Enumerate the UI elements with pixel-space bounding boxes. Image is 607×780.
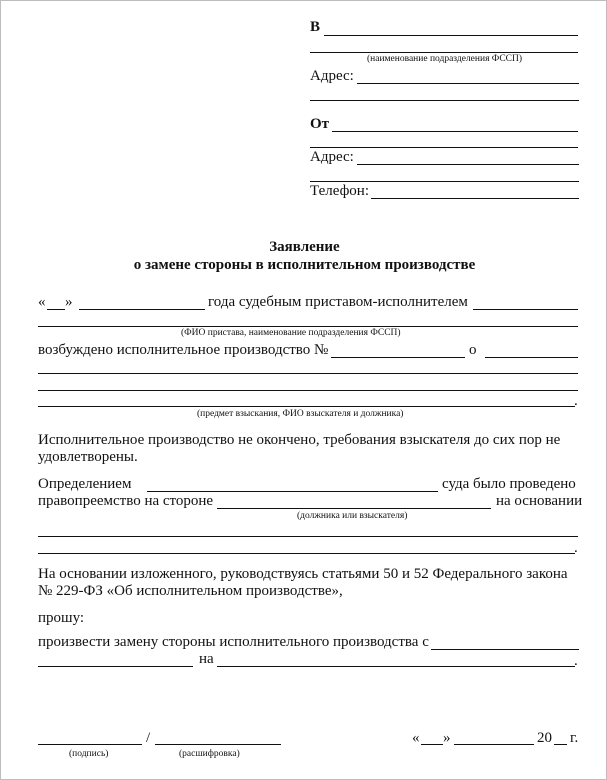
- p4-line2: № 229-ФЗ «Об исполнительном производстве»,: [38, 583, 343, 599]
- p3-end-dot: .: [574, 540, 578, 556]
- footer-year-prefix: 20: [537, 730, 552, 746]
- decode-caption: (расшифровка): [179, 749, 240, 759]
- p3-line1-a: Определением: [38, 476, 132, 492]
- phone-line: [371, 198, 579, 199]
- subject-line-3: [38, 390, 578, 391]
- subject-line-4: [38, 406, 575, 407]
- p6-na: на: [199, 651, 214, 667]
- p2-line1: Исполнительное производство не окончено, требования взыскателя до сих пор не: [38, 432, 561, 448]
- document-subtitle: о замене стороны в исполнительном производстве: [133, 257, 476, 273]
- address-line-2: [310, 100, 579, 101]
- signature-caption: (подпись): [69, 749, 109, 759]
- day-line: [47, 309, 65, 310]
- footer-year-suffix: г.: [570, 730, 579, 746]
- from-party-line-2: [38, 666, 193, 667]
- to-line-2: [310, 52, 578, 53]
- from-address-line: [357, 164, 579, 165]
- footer-date-quote-open: «: [412, 730, 420, 746]
- document-title: Заявление: [269, 239, 340, 255]
- to-caption: (наименование подразделения ФССП): [367, 54, 523, 64]
- decode-line: [155, 744, 281, 745]
- phone-label: Телефон:: [310, 183, 369, 199]
- signature-slash: /: [146, 730, 151, 746]
- footer-month-line: [454, 744, 534, 745]
- from-line: [332, 131, 578, 132]
- month-line: [79, 309, 205, 310]
- signature-line: [38, 744, 142, 745]
- address-label: Адрес:: [310, 68, 354, 84]
- p1-end-dot: .: [574, 393, 578, 409]
- date-quote-open: «: [38, 294, 46, 310]
- p1-caption-2: (предмет взыскания, ФИО взыскателя и должника): [197, 409, 404, 419]
- from-party-line: [431, 649, 579, 650]
- to-label: В: [310, 19, 321, 35]
- basis-line-2: [38, 553, 575, 554]
- party-line: [217, 508, 491, 509]
- subject-line: [485, 357, 578, 358]
- bailiff-line-2: [38, 326, 578, 327]
- p1-line3-a: возбуждено исполнительное производство №: [38, 342, 329, 358]
- p1-text: года судебным приставом-исполнителем: [208, 294, 468, 310]
- p3-line2-a: правопреемство на стороне: [38, 493, 214, 509]
- basis-line: [38, 536, 578, 537]
- p6-line1: произвести замену стороны исполнительного производства с: [38, 634, 429, 650]
- p3-line2-b: на основании: [496, 493, 583, 509]
- address-line: [357, 83, 579, 84]
- to-party-line: [217, 666, 575, 667]
- subject-line-2: [38, 373, 578, 374]
- from-address-label: Адрес:: [310, 149, 354, 165]
- p1-line3-b: о: [469, 342, 477, 358]
- footer-date-quote-close: »: [443, 730, 451, 746]
- p2-line2: удовлетворены.: [38, 449, 138, 465]
- bailiff-line: [473, 309, 578, 310]
- case-number-line: [331, 357, 465, 358]
- p3-caption: (должника или взыскателя): [297, 511, 408, 521]
- p3-line1-b: суда было проведено: [442, 476, 576, 492]
- p1-caption: (ФИО пристава, наименование подразделения ФССП): [181, 328, 401, 338]
- footer-year-line: [554, 744, 567, 745]
- from-label: От: [310, 116, 330, 132]
- date-quote-close: »: [65, 294, 73, 310]
- footer-day-line: [421, 744, 443, 745]
- p6-end-dot: .: [574, 653, 578, 669]
- to-line: [324, 35, 578, 36]
- p4-line1: На основании изложенного, руководствуясь статьями 50 и 52 Федерального закона: [38, 566, 568, 582]
- p5-request: прошу:: [38, 610, 85, 626]
